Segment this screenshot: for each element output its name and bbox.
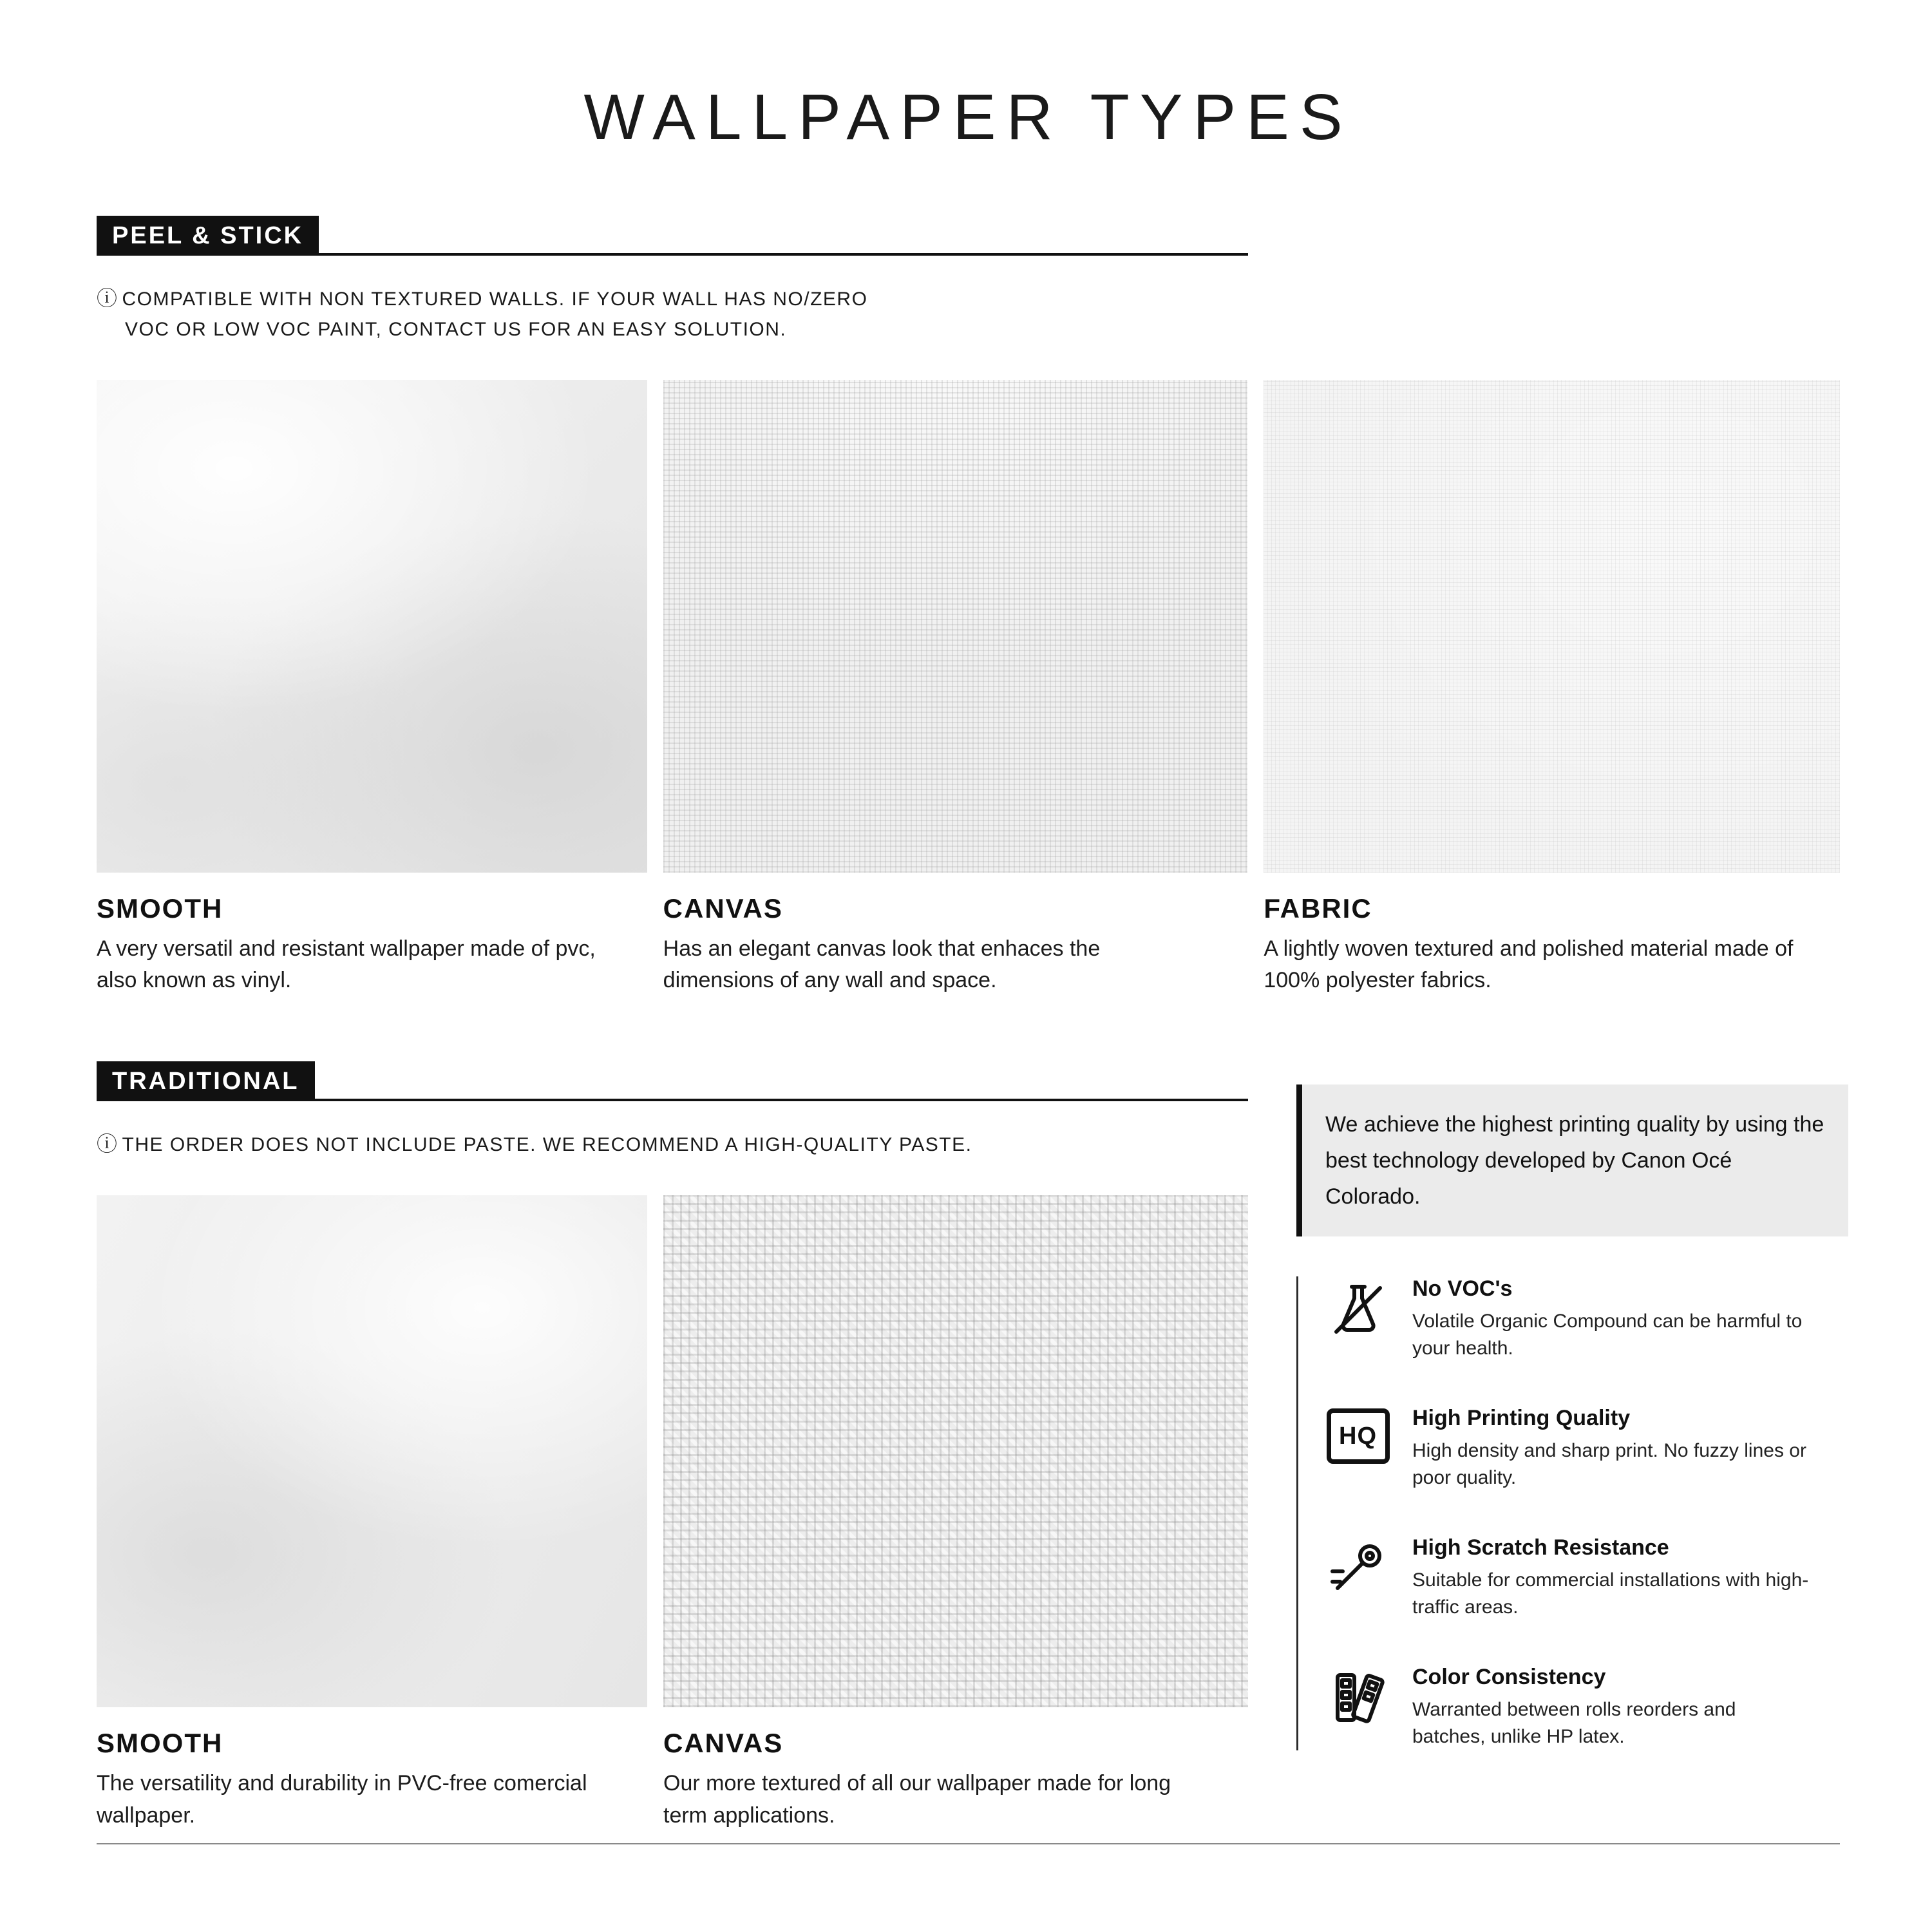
no-voc-icon [1324, 1276, 1392, 1341]
peel-stick-note-line2: VOC OR LOW VOC PAINT, CONTACT US FOR AN EASY SOLUTION. [125, 318, 787, 340]
canvas-traditional-texture-image [663, 1195, 1248, 1707]
swatch-card-fabric [1264, 380, 1840, 997]
feature-desc: Suitable for commercial installations with high-traffic areas. [1412, 1569, 1809, 1618]
feature-title: High Printing Quality [1412, 1406, 1631, 1431]
feature-text [1412, 1276, 1812, 1362]
swatch-desc: A very versatil and resistant wallpaper made of pvc, also known as vinyl. [97, 936, 596, 993]
traditional-rule [315, 1099, 1248, 1101]
feature-title: Color Consistency [1412, 1665, 1606, 1690]
swatch-card-canvas [663, 380, 1248, 997]
swatch-desc: A lightly woven textured and polished material made of 100% polyester fabrics. [1264, 936, 1794, 993]
peel-stick-note-text1: COMPATIBLE WITH NON TEXTURED WALLS. IF YOUR WALL HAS NO/ZERO [122, 289, 868, 310]
smooth-traditional-texture-image [97, 1195, 647, 1707]
feature-text [1412, 1406, 1812, 1492]
swatch-desc: Has an elegant canvas look that enhaces the dimensions of any wall and space. [663, 936, 1101, 993]
bottom-rule [97, 1843, 1840, 1844]
swatch-name: SMOOTH [97, 893, 223, 924]
info-icon: ⓘ [97, 1132, 118, 1155]
traditional-note-text: THE ORDER DOES NOT INCLUDE PASTE. WE RECOMMEND A HIGH-QUALITY PASTE. [122, 1133, 972, 1155]
quality-note-box [1296, 1084, 1848, 1236]
info-icon: ⓘ [97, 287, 118, 310]
hq-icon-label: HQ [1327, 1408, 1390, 1464]
feature-desc: Volatile Organic Compound can be harmful to your health. [1412, 1311, 1803, 1359]
features-list [1296, 1276, 1848, 1750]
feature-title: High Scratch Resistance [1412, 1535, 1669, 1560]
swatch-name: FABRIC [1264, 893, 1372, 924]
hq-icon [1324, 1406, 1392, 1464]
peel-stick-header [97, 216, 1248, 256]
swatch-name: CANVAS [663, 1728, 784, 1759]
swatch-desc: The versatility and durability in PVC-free comercial wallpaper. [97, 1771, 587, 1828]
peel-stick-label: PEEL & STICK [97, 216, 319, 256]
traditional-header [97, 1061, 1248, 1101]
page-title: WALLPAPER TYPES [583, 81, 1353, 153]
feature-desc: Warranted between rolls reorders and batches, unlike HP latex. [1412, 1699, 1736, 1748]
feature-color-consistency [1324, 1665, 1848, 1750]
color-consistency-icon [1324, 1665, 1392, 1729]
peel-stick-note-line1 [97, 283, 1840, 315]
peel-stick-note [97, 283, 1840, 345]
swatch-name: CANVAS [663, 893, 783, 924]
swatch-card-smooth [97, 380, 647, 997]
swatch-desc: Our more textured of all our wallpaper made for long term applications. [663, 1771, 1171, 1828]
feature-high-scratch-resistance [1324, 1535, 1848, 1621]
swatch-card-canvas-traditional [663, 1195, 1248, 1832]
smooth-texture-image [97, 380, 647, 873]
traditional-label: TRADITIONAL [97, 1061, 315, 1101]
feature-text [1412, 1665, 1812, 1750]
feature-title: No VOC's [1412, 1276, 1513, 1302]
feature-desc: High density and sharp print. No fuzzy lines or poor quality. [1412, 1440, 1806, 1489]
swatch-name: SMOOTH [97, 1728, 223, 1759]
peel-stick-rule [319, 253, 1248, 256]
section-peel-stick [97, 216, 1840, 997]
feature-high-printing-quality [1324, 1406, 1848, 1492]
canvas-texture-image [663, 380, 1248, 873]
swatch-card-smooth-traditional [97, 1195, 647, 1832]
feature-no-voc [1324, 1276, 1848, 1362]
feature-text [1412, 1535, 1812, 1621]
quality-note-text: We achieve the highest printing quality by using the best technology developed by Canon Océ Colorado. [1325, 1112, 1824, 1209]
printing-quality-panel [1296, 1084, 1848, 1750]
fabric-texture-image [1264, 380, 1840, 873]
peel-stick-swatch-row [97, 380, 1840, 997]
scratch-resistance-icon [1324, 1535, 1392, 1600]
